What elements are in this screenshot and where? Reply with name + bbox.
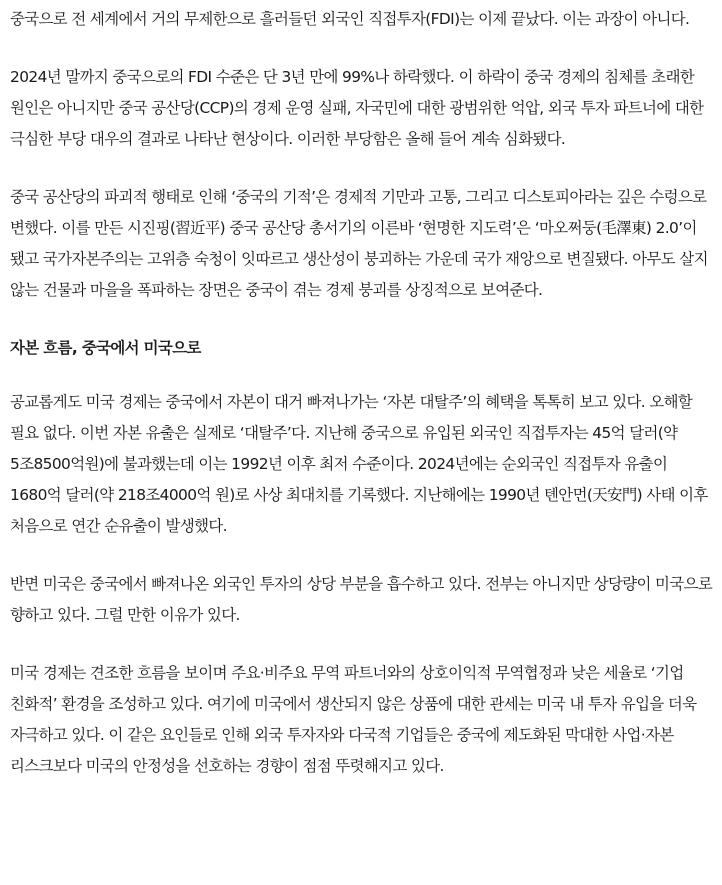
article-paragraph: 중국으로 전 세계에서 거의 무제한으로 흘러들던 외국인 직접투자(FDI)는 이제 끝났다. 이는 과장이 아니다.: [10, 10, 690, 28]
article-paragraph: 반면 미국은 중국에서 빠져나온 외국인 투자의 상당 부분을 흡수하고 있다. 전부는 아니지만 상당량이 미국으로 향하고 있다. 그럴 만한 이유가 있다.: [10, 575, 713, 624]
article-paragraph: 공교롭게도 미국 경제는 중국에서 자본이 대거 빠져나가는 ‘자본 대탈주’의 혜택을 톡톡히 보고 있다. 오해할 필요 없다. 이번 자본 유출은 실제로 ‘대탈주’다. 지난해 중국으로 유입된 외국인 직접투자는 45억 달러(약 5조8500억원)에 불과했는데 이는 1992년 이후 최저 수준이다. 2024년에는 순외국인 직접투자 유출이 1680억 달러(약 218조4000억 원)로 사상 최대치를 기록했다. 지난해에는 1990년 톈안먼(天安門) 사태 이후 처음으로 연간 순유출이 발생했다.: [10, 393, 708, 535]
section-subheading: 자본 흐름, 중국에서 미국으로: [10, 339, 201, 357]
article-paragraph: 중국 공산당의 파괴적 행태로 인해 ‘중국의 기적’은 경제적 기만과 고통, 그리고 디스토피아라는 깊은 수렁으로 변했다. 이를 만든 시진핑(習近平) 중국 공산당 총서기의 이른바 ‘현명한 지도력’은 ‘마오쩌둥(毛澤東) 2.0’이 됐고 국가자본주의는 고위층 숙청이 잇따르고 생산성이 붕괴하는 가운데 국가 재앙으로 변질됐다. 아무도 살지 않는 건물과 마을을 폭파하는 장면은 중국이 겪는 경제 붕괴를 상징적으로 보여준다.: [10, 188, 708, 299]
article-paragraph: 미국 경제는 견조한 흐름을 보이며 주요·비주요 무역 파트너와의 상호이익적 무역협정과 낮은 세율로 ‘기업 친화적’ 환경을 조성하고 있다. 여기에 미국에서 생산되지 않은 상품에 대한 관세는 미국 내 투자 유입을 더욱 자극하고 있다. 이 같은 요인들로 인해 외국 투자자와 다국적 기업들은 중국에 제도화된 막대한 사업·자본 리스크보다 미국의 안정성을 선호하는 경향이 점점 뚜렷해지고 있다.: [10, 664, 697, 775]
article-paragraph: 2024년 말까지 중국으로의 FDI 수준은 단 3년 만에 99%나 하락했다. 이 하락이 중국 경제의 침체를 초래한 원인은 아니지만 중국 공산당(CCP)의 경제 운영 실패, 자국민에 대한 광범위한 억압, 외국 투자 파트너에 대한 극심한 부당 대우의 결과로 나타난 현상이다. 이러한 부당함은 올해 들어 계속 심화됐다.: [10, 68, 704, 148]
